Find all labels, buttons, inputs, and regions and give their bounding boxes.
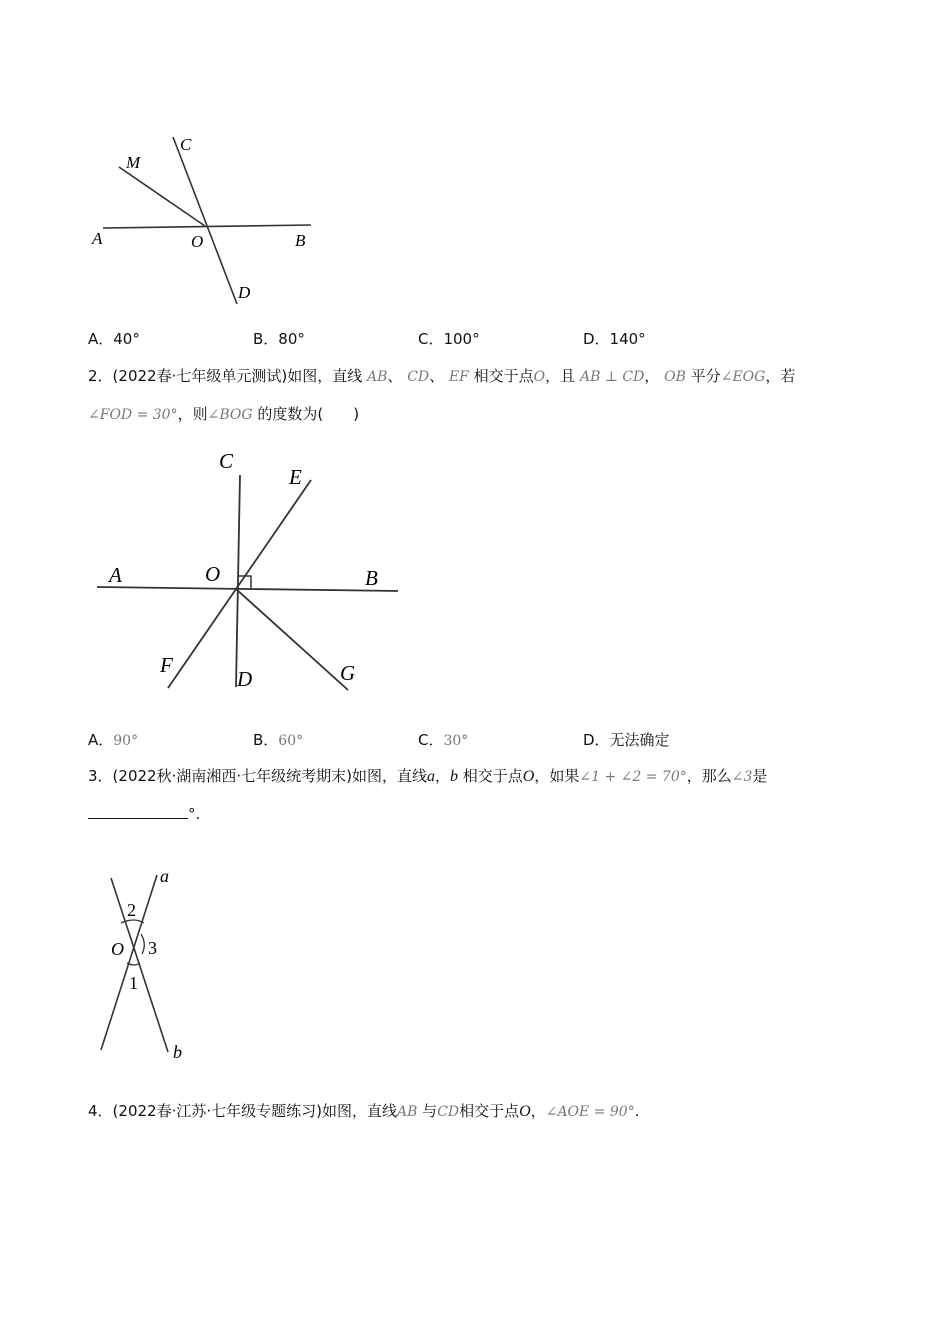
label-m: M — [126, 153, 141, 172]
q1-options — [88, 328, 788, 352]
label-g: G — [340, 661, 356, 685]
label-2: 2 — [127, 900, 136, 920]
math-angle-bog: ∠BOG — [207, 407, 253, 423]
label-a: a — [160, 866, 169, 886]
q2-text: ，则 — [177, 405, 208, 423]
line-ab — [97, 587, 398, 591]
label-1: 1 — [129, 973, 138, 993]
q2-option-b[interactable] — [253, 729, 303, 752]
option-letter: A． — [88, 731, 114, 749]
q2-separator: 、 — [429, 367, 445, 385]
math-o: O — [533, 369, 546, 385]
q4-source: (2022春·江苏·七年级专题练习) — [112, 1102, 322, 1120]
q3-text: ，那么 — [686, 767, 732, 785]
q2-text: ，且 — [545, 367, 576, 385]
label-d: D — [237, 667, 253, 691]
q3-text: ， — [434, 767, 450, 785]
math-ab: AB — [396, 1104, 418, 1120]
q4-text: . — [634, 1102, 640, 1120]
var-a: a — [426, 768, 435, 785]
math-angle-aoe: ∠AOE = 90° — [545, 1104, 635, 1120]
q2-option-a[interactable] — [88, 729, 138, 752]
q2-source: (2022春·七年级单元测试) — [112, 367, 288, 385]
math-angle-sum: ∠1 + ∠2 = 70° — [579, 769, 687, 785]
q3-text: 是 — [752, 767, 768, 785]
q3-text: 如图，直线 — [351, 767, 427, 785]
math-cd: CD — [437, 1104, 460, 1120]
q3-question-line-2 — [88, 803, 200, 825]
math-angle-eog: ∠EOG — [720, 369, 766, 385]
q4-question-line-1 — [88, 1100, 639, 1123]
option-value: 30° — [443, 733, 469, 749]
q1-option-a[interactable]: A．40° — [88, 330, 140, 348]
option-letter: B． — [253, 731, 279, 749]
label-o: O — [205, 562, 221, 586]
math-cd: CD — [407, 369, 430, 385]
label-c: C — [180, 135, 192, 154]
label-e: E — [289, 465, 302, 489]
q1-option-c[interactable]: C．100° — [418, 330, 480, 348]
label-b: b — [173, 1042, 182, 1060]
q2-text: 平分 — [690, 367, 721, 385]
label-o: O — [191, 232, 204, 251]
q2-text: 相交于点 — [473, 367, 534, 385]
label-b: B — [295, 231, 306, 250]
q4-text: 与 — [422, 1102, 438, 1120]
q2-text: ，若 — [765, 367, 796, 385]
label-d: D — [238, 283, 251, 302]
q3-question-line-1 — [88, 765, 767, 788]
q2-text: 如图，直线 — [287, 367, 363, 385]
line-cd — [173, 137, 237, 304]
line-b — [111, 878, 168, 1052]
label-a: A — [92, 229, 103, 248]
q2-text: 的度数为( ) — [257, 405, 360, 423]
option-value: 60° — [278, 733, 304, 749]
var-o: O — [522, 768, 535, 785]
var-o: O — [519, 1103, 531, 1120]
label-c: C — [219, 449, 234, 473]
math-fod-30: ∠FOD = 30° — [88, 407, 178, 423]
q4-text: ， — [530, 1102, 546, 1120]
math-ef: EF — [448, 369, 469, 385]
option-value: 90° — [113, 733, 139, 749]
math-ab: AB — [367, 369, 388, 385]
label-f: F — [160, 653, 173, 677]
q3-number: 3． — [88, 767, 113, 785]
q1-option-d[interactable]: D．140° — [583, 330, 646, 348]
q4-text: 如图，直线 — [321, 1102, 397, 1120]
ray-og — [236, 589, 348, 690]
q2-number: 2． — [88, 367, 113, 385]
q2-options — [88, 729, 788, 753]
line-cd — [236, 475, 240, 687]
figure-2-perpendicular-lines — [90, 440, 410, 700]
math-ob: OB — [664, 369, 686, 385]
ray-om — [119, 167, 205, 226]
q2-question-line-1 — [88, 365, 795, 388]
q2-separator: 、 — [387, 367, 403, 385]
q3-source: (2022秋·湖南湘西·七年级统考期末) — [112, 767, 352, 785]
angle-arc-3 — [141, 934, 144, 954]
q3-text: ，如果 — [534, 767, 580, 785]
math-angle-3: ∠3 — [731, 769, 753, 785]
label-3: 3 — [148, 938, 157, 958]
label-o: O — [111, 939, 124, 959]
answer-blank[interactable] — [88, 804, 188, 819]
q2-text: ， — [644, 367, 660, 385]
q2-question-line-2 — [88, 403, 359, 426]
q2-option-c[interactable] — [418, 729, 468, 752]
q1-option-b[interactable]: B．80° — [253, 330, 305, 348]
figure-1-intersecting-lines — [80, 125, 330, 315]
q4-text: 相交于点 — [459, 1102, 520, 1120]
var-b: b — [450, 768, 458, 785]
q4-number: 4． — [88, 1102, 113, 1120]
q2-option-d[interactable]: D．无法确定 — [583, 731, 670, 749]
math-ab-perp-cd: AB ⊥ CD — [579, 369, 645, 385]
q3-text: 相交于点 — [462, 767, 523, 785]
q3-text: °. — [188, 805, 201, 823]
label-b: B — [365, 566, 378, 590]
figure-3-crossing-lines — [90, 860, 200, 1060]
label-a: A — [109, 563, 122, 587]
option-letter: C． — [418, 731, 444, 749]
